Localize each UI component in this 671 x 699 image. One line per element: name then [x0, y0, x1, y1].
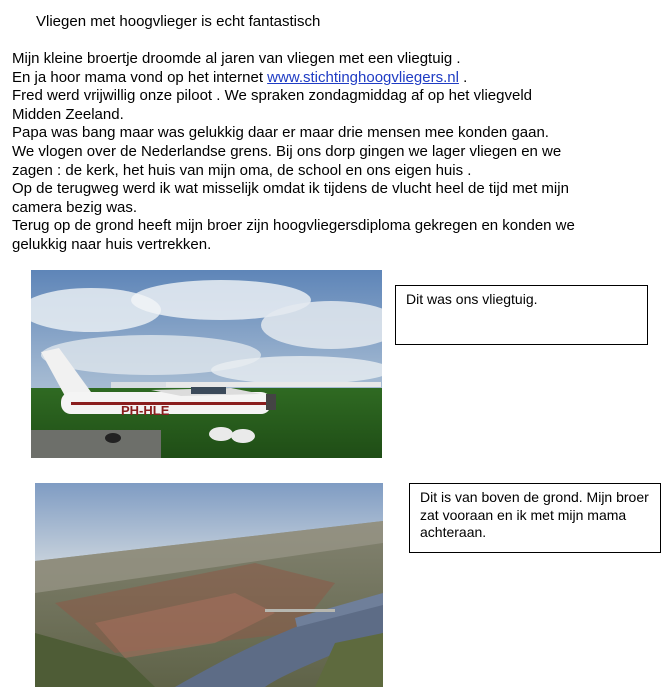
story-line-text: En ja hoor mama vond op het internet	[12, 68, 268, 86]
story-line-text: .	[458, 68, 468, 86]
story-line-with-link	[12, 69, 657, 88]
document-title: Vliegen met hoogvlieger is echt fantastisch	[36, 13, 321, 30]
caption-box	[395, 285, 648, 345]
airplane-photo	[31, 270, 382, 458]
story-line: Op de terugweg werd ik wat misselijk omdat ik tijdens de vlucht heel de tijd met mijn	[12, 180, 569, 198]
story-line: camera bezig was.	[12, 198, 138, 216]
caption-box	[409, 483, 661, 553]
story-text	[12, 50, 657, 255]
story-line: zagen : de kerk, het huis van mijn oma, de school en ons eigen huis .	[12, 161, 472, 179]
story-line: Papa was bang maar was gelukkig daar er maar drie mensen mee konden gaan.	[12, 124, 549, 142]
caption-text: Dit was ons vliegtuig.	[406, 291, 538, 307]
story-line: Fred werd vrijwillig onze piloot . We spraken zondagmiddag af op het vliegveld	[12, 87, 532, 105]
aircraft-registration: PH-HLE	[121, 403, 170, 418]
website-link[interactable]: www.stichtinghoogvliegers.nl	[267, 68, 459, 86]
story-line: Mijn kleine broertje droomde al jaren van vliegen met een vliegtuig .	[12, 50, 461, 67]
story-line: Midden Zeeland.	[12, 105, 124, 123]
aerial-photo	[35, 483, 383, 687]
story-line: gelukkig naar huis vertrekken.	[12, 235, 212, 253]
caption-text: Dit is van boven de grond. Mijn broer zat vooraan en ik met mijn mama achteraan.	[420, 489, 649, 540]
story-line: We vlogen over de Nederlandse grens. Bij ons dorp gingen we lager vliegen en we	[12, 142, 562, 160]
story-line: Terug op de grond heeft mijn broer zijn hoogvliegersdiploma gekregen en konden we	[12, 217, 575, 235]
